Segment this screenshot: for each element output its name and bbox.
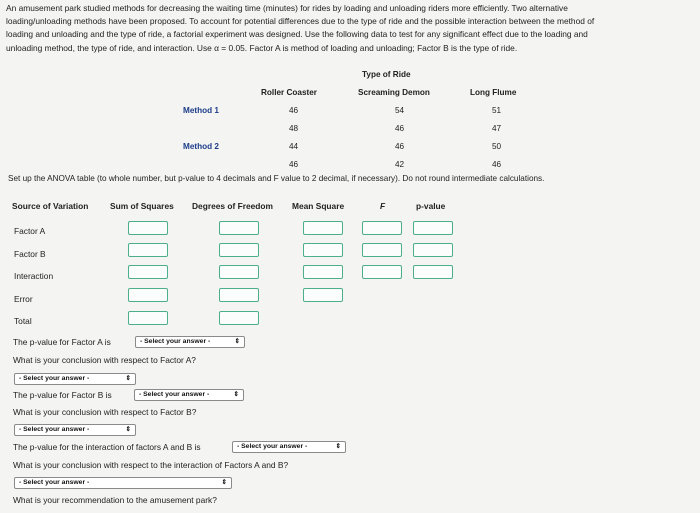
data-cell: 42	[395, 160, 405, 169]
data-cell: 54	[395, 106, 405, 115]
interaction-p-value-select[interactable]	[232, 441, 346, 453]
question-conclusion-factor-a: What is your conclusion with respect to Factor A?	[13, 355, 196, 365]
data-cell: 46	[289, 160, 299, 169]
factor-a-ss-input[interactable]	[128, 221, 168, 235]
interaction-ms-input[interactable]	[303, 265, 343, 279]
data-cell: 50	[492, 142, 502, 151]
total-ss-input[interactable]	[128, 311, 168, 325]
header-p-value: p-value	[416, 201, 446, 211]
row-label-error: Error	[14, 294, 33, 304]
data-cell: 51	[492, 106, 502, 115]
select-label: - Select your answer -	[237, 443, 308, 450]
data-cell: 46	[395, 124, 405, 133]
factor-a-df-input[interactable]	[219, 221, 259, 235]
select-label: - Select your answer -	[19, 375, 90, 382]
factor-a-f-input[interactable]	[362, 221, 402, 235]
select-arrows-icon: ⇕	[125, 375, 131, 382]
question-recommendation: What is your recommendation to the amusement park?	[13, 495, 217, 505]
header-f: F	[380, 201, 386, 211]
factor-b-ms-input[interactable]	[303, 243, 343, 257]
error-df-input[interactable]	[219, 288, 259, 302]
question-conclusion-interaction: What is your conclusion with respect to the interaction of Factors A and B?	[13, 460, 289, 470]
factor-a-p-value-select[interactable]	[135, 336, 245, 348]
header-degrees-of-freedom: Degrees of Freedom	[192, 201, 273, 211]
header-source-of-variation: Source of Variation	[12, 201, 89, 211]
question-p-value-factor-a: The p-value for Factor A is	[13, 337, 111, 347]
data-cell: 47	[492, 124, 502, 133]
select-arrows-icon: ⇕	[221, 479, 227, 486]
factor-b-f-input[interactable]	[362, 243, 402, 257]
select-label: - Select your answer -	[19, 426, 90, 433]
row-label-total: Total	[14, 316, 32, 326]
factor-b-conclusion-select[interactable]	[14, 424, 136, 436]
problem-statement	[6, 2, 694, 55]
select-arrows-icon: ⇕	[335, 443, 341, 450]
method-1-label: Method 1	[183, 106, 219, 115]
column-header-long-flume: Long Flume	[470, 88, 517, 97]
header-mean-square: Mean Square	[292, 201, 345, 211]
total-df-input[interactable]	[219, 311, 259, 325]
problem-line-4: unloading method, the type of ride, and interaction. Use α = 0.05. Factor A is method of loading and unloading; Factor B is the type of ride.	[6, 42, 518, 53]
factor-b-df-input[interactable]	[219, 243, 259, 257]
anova-instructions: Set up the ANOVA table (to whole number, but p-value to 4 decimals and F value to 2 decimal, if necessary). Do not round intermediate calculations.	[8, 174, 545, 183]
factor-b-ss-input[interactable]	[128, 243, 168, 257]
column-header-screaming-demon: Screaming Demon	[358, 88, 430, 97]
method-2-label: Method 2	[183, 142, 219, 151]
data-cell: 46	[395, 142, 405, 151]
problem-line-2: loading/unloading methods have been proposed. To account for potential differences due to the type of ride and the possible interaction between the method of	[6, 16, 595, 27]
select-arrows-icon: ⇕	[234, 338, 240, 345]
factor-a-conclusion-select[interactable]	[14, 373, 136, 385]
header-sum-of-squares: Sum of Squares	[110, 201, 174, 211]
interaction-p-input[interactable]	[413, 265, 453, 279]
row-label-factor-a: Factor A	[14, 226, 46, 236]
select-label: - Select your answer -	[140, 338, 211, 345]
interaction-conclusion-select[interactable]	[14, 477, 232, 489]
select-label: - Select your answer -	[19, 479, 90, 486]
interaction-f-input[interactable]	[362, 265, 402, 279]
factor-a-ms-input[interactable]	[303, 221, 343, 235]
question-p-value-interaction: The p-value for the interaction of factors A and B is	[13, 442, 201, 452]
select-arrows-icon: ⇕	[125, 426, 131, 433]
factor-b-p-input[interactable]	[413, 243, 453, 257]
interaction-ss-input[interactable]	[128, 265, 168, 279]
column-header-roller-coaster: Roller Coaster	[261, 88, 317, 97]
select-arrows-icon: ⇕	[233, 391, 239, 398]
factor-a-p-input[interactable]	[413, 221, 453, 235]
question-p-value-factor-b: The p-value for Factor B is	[13, 390, 112, 400]
interaction-df-input[interactable]	[219, 265, 259, 279]
problem-line-3: loading and unloading and the type of ride, a factorial experiment was designed. Use the following data to test for any significant effect due to the loading and	[6, 29, 588, 40]
problem-line-1: An amusement park studied methods for decreasing the waiting time (minutes) for rides by loading and unloading riders more efficiently. Two alternative	[6, 3, 568, 13]
data-cell: 46	[289, 106, 299, 115]
error-ms-input[interactable]	[303, 288, 343, 302]
factor-b-p-value-select[interactable]	[134, 389, 244, 401]
type-of-ride-header: Type of Ride	[362, 70, 411, 79]
error-ss-input[interactable]	[128, 288, 168, 302]
select-label: - Select your answer -	[139, 391, 210, 398]
data-cell: 44	[289, 142, 299, 151]
row-label-interaction: Interaction	[14, 271, 54, 281]
data-cell: 46	[492, 160, 502, 169]
question-conclusion-factor-b: What is your conclusion with respect to Factor B?	[13, 407, 197, 417]
row-label-factor-b: Factor B	[14, 249, 46, 259]
data-cell: 48	[289, 124, 299, 133]
